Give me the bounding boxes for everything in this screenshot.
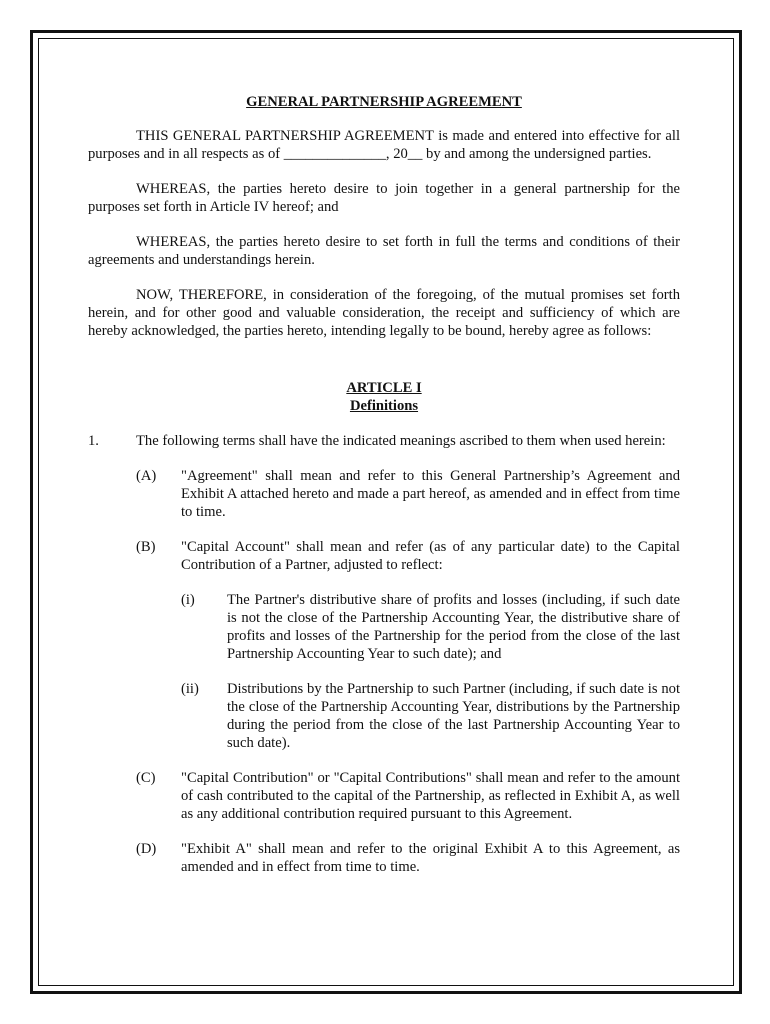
section-1 [88,432,680,450]
definition-item-b [88,538,680,574]
definition-item-a [88,467,680,521]
subitem-text: Distributions by the Partnership to such Partner (including, if such date is not the close of the Partnership Accounting Year, distributions by the Partnership during the period from the close of the last Partnership Accounting Year to such date). [227,681,680,751]
article-number: ARTICLE I [346,380,422,396]
definition-text: "Capital Account" shall mean and refer (as of any particular date) to the Capital Contribution of a Partner, adjusted to reflect: [181,539,680,573]
definition-label: (A) [136,468,157,484]
definition-item-d [88,840,680,876]
definition-label: (C) [136,770,156,786]
subitem-label: (i) [181,592,195,608]
definition-text: "Agreement" shall mean and refer to this General Partnership’s Agreement and Exhibit A attached hereto and made a part hereof, as amended and in effect from time to time. [181,468,680,520]
definition-text: "Exhibit A" shall mean and refer to the original Exhibit A to this Agreement, as amended and in effect from time to time. [181,841,680,875]
article-heading: Definitions [349,398,419,414]
whereas-paragraph-1: WHEREAS, the parties hereto desire to join together in a general partnership for the purposes set forth in Article IV hereof; and [88,181,680,215]
intro-paragraph: THIS GENERAL PARTNERSHIP AGREEMENT is made and entered into effective for all purposes and in all respects as of ______________, 20__ by and among the undersigned parties. [88,128,680,162]
document-title: GENERAL PARTNERSHIP AGREEMENT [246,94,522,110]
article-heading-block [88,379,680,415]
definition-subitem-i [88,591,680,663]
now-therefore-paragraph: NOW, THEREFORE, in consideration of the foregoing, of the mutual promises set forth herein, and for other good and valuable consideration, the receipt and sufficiency of which are hereby acknowledged, the parties hereto, intending legally to be bound, hereby agree as follows: [88,287,680,339]
definition-label: (D) [136,841,157,857]
definition-text: "Capital Contribution" or "Capital Contributions" shall mean and refer to the amount of cash contributed to the capital of the Partnership, as reflected in Exhibit A, as well as any additional contribution required pursuant to this Agreement. [181,770,680,822]
section-text: The following terms shall have the indicated meanings ascribed to them when used herein: [136,433,666,449]
definition-label: (B) [136,539,156,555]
document-page [88,93,680,893]
subitem-label: (ii) [181,681,199,697]
whereas-paragraph-2: WHEREAS, the parties hereto desire to set forth in full the terms and conditions of their agreements and understandings herein. [88,234,680,268]
definition-subitem-ii [88,680,680,752]
subitem-text: The Partner's distributive share of profits and losses (including, if such date is not the close of the Partnership Accounting Year, the distributive share of profits and losses of the Partnership for the period from the close of the last Partnership Accounting Year to such date); and [227,592,680,662]
definition-item-c [88,769,680,823]
section-number: 1. [88,433,99,449]
